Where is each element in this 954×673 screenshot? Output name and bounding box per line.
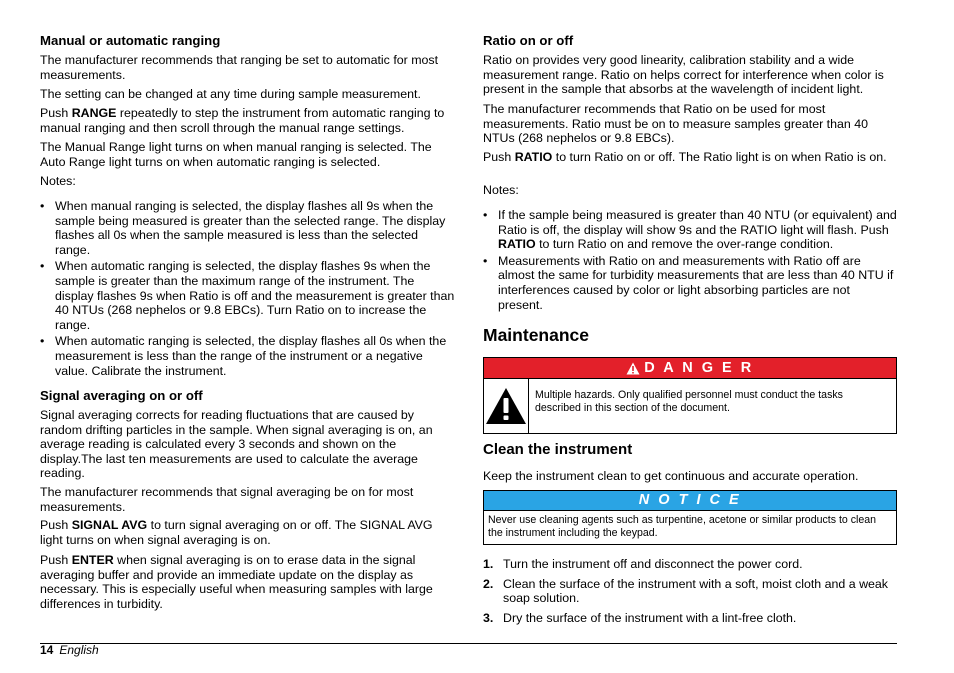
paragraph: Push RATIO to turn Ratio on or off. The Ratio light is on when Ratio is on. xyxy=(483,150,887,164)
notice-box xyxy=(483,490,897,545)
notice-header: N O T I C E xyxy=(484,491,896,510)
danger-header xyxy=(484,358,896,378)
paragraph: Push RANGE repeatedly to step the instrument from automatic ranging to manual ranging and then scroll through the manual range settings. xyxy=(40,106,445,135)
key-name: RATIO xyxy=(514,150,553,164)
danger-icon-cell xyxy=(484,379,529,433)
steps-list xyxy=(483,557,897,630)
paragraph: Ratio on provides very good linearity, calibration stability and a wide measurement range. Ratio on helps correct for interference when color is present in the sample that absorbs at the wavelength of incident light. xyxy=(483,53,884,97)
danger-label: D A N G E R xyxy=(644,359,754,376)
notes-list xyxy=(483,208,897,314)
notes-label: Notes: xyxy=(483,183,519,197)
key-name: ENTER xyxy=(71,553,114,567)
notes-label: Notes: xyxy=(40,174,76,188)
warning-triangle-icon xyxy=(626,362,640,375)
step-number: 3. xyxy=(483,610,494,625)
page-number: 14 xyxy=(40,643,54,657)
bullet-icon: • xyxy=(483,253,488,268)
bullet-icon: • xyxy=(40,334,45,349)
list-item: 3. Dry the surface of the instrument with a lint-free cloth. xyxy=(483,610,797,625)
danger-box xyxy=(483,357,897,434)
footer-divider xyxy=(40,643,897,644)
list-item: • If the sample being measured is greater than 40 NTU (or equivalent) and Ratio is off, the display will show 9s and the RATIO light will flash. Push RATIO to turn Ratio on and remove the over-range condition. xyxy=(483,208,897,252)
list-item: • Measurements with Ratio on and measurements with Ratio off are almost the same for turbidity measurements that are less than 40 NTU if interferences caused by color or light absorbing particles are not present. xyxy=(483,253,894,312)
paragraph: The manufacturer recommends that signal averaging be on for most measurements. xyxy=(40,485,414,514)
bullet-icon: • xyxy=(40,259,45,274)
step-number: 1. xyxy=(483,557,494,571)
paragraph: The manufacturer recommends that ranging be set to automatic for most measurements. xyxy=(40,53,439,82)
list-item: • When automatic ranging is selected, the display flashes all 0s when the measurement is less than the range of the instrument or a negative value. Calibrate the instrument. xyxy=(40,334,447,378)
paragraph: Push SIGNAL AVG to turn signal averaging on or off. The SIGNAL AVG light turns on when signal averaging is on. xyxy=(40,518,433,547)
maintenance-heading: Maintenance xyxy=(483,325,589,345)
paragraph: Signal averaging corrects for reading fluctuations that are caused by random drifting particles in the sample. When signal averaging is on, an average reading is calculated every 3 seconds and shown on the display.The last ten measurements are used to calculate the average reading. xyxy=(40,408,433,481)
paragraph: The manufacturer recommends that Ratio on be used for most measurements. Ratio must be on to measure samples greater than 40 NTUs (268 nephelos or 9.8 EBCs). xyxy=(483,102,868,146)
list-item: • When automatic ranging is selected, the display flashes 9s when the sample is greater than the maximum range of the instrument. The display flashes 9s when Ratio is off and the measurement is greater than 40 NTUs (268 nephelos or 9.8 EBCs). Turn Ratio on to increase the range. xyxy=(40,259,455,332)
footer-language: English xyxy=(59,643,99,657)
bullet-icon: • xyxy=(40,199,45,213)
page-footer xyxy=(40,643,99,658)
key-name: RATIO xyxy=(498,237,536,252)
danger-text: Multiple hazards. Only qualified personnel must conduct the tasks described in this section of the document. xyxy=(535,389,843,414)
list-item: • When manual ranging is selected, the display flashes all 9s when the sample being measured is greater than the selected range. The display flashes all 0s when the sample measured is less than the selected range. xyxy=(40,199,446,257)
section-heading-ratio: Ratio on or off xyxy=(483,33,574,48)
section-heading-clean: Clean the instrument xyxy=(483,441,633,458)
paragraph: Push ENTER when signal averaging is on to erase data in the signal averaging buffer and provide an immediate update on the display as necessary. This is especially useful when measuring samples with large differences in turbidity. xyxy=(40,553,433,611)
section-heading-averaging: Signal averaging on or off xyxy=(40,388,203,403)
notes-list xyxy=(40,199,456,380)
hazard-warning-icon xyxy=(484,386,528,426)
paragraph: The setting can be changed at any time during sample measurement. xyxy=(40,87,421,101)
danger-body xyxy=(484,378,896,433)
key-name: RANGE xyxy=(71,106,117,120)
section-heading-ranging: Manual or automatic ranging xyxy=(40,33,221,48)
step-number: 2. xyxy=(483,576,494,591)
paragraph: The Manual Range light turns on when manual ranging is selected. The Auto Range light turns on when automatic ranging is selected. xyxy=(40,140,432,169)
key-name: SIGNAL AVG xyxy=(71,518,148,532)
list-item: 2. Clean the surface of the instrument with a soft, moist cloth and a weak soap solution. xyxy=(483,576,888,606)
paragraph: Keep the instrument clean to get continuous and accurate operation. xyxy=(483,469,859,483)
bullet-icon: • xyxy=(483,208,488,222)
notice-text: Never use cleaning agents such as turpentine, acetone or similar products to clean the instrument including the keypad. xyxy=(484,510,896,544)
list-item: 1. Turn the instrument off and disconnect the power cord. xyxy=(483,557,803,571)
